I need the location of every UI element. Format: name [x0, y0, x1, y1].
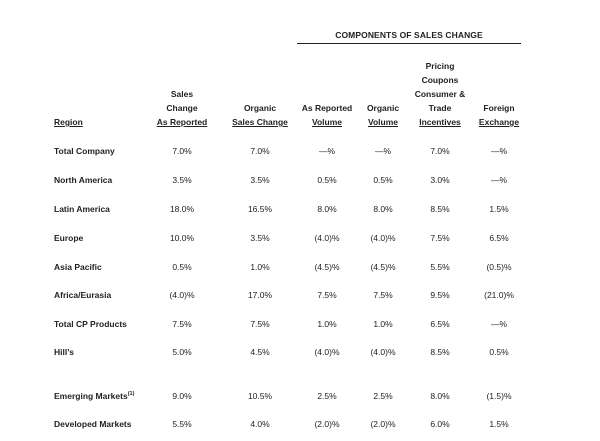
value-cell-foreign_exchange: 0.5% [489, 347, 509, 357]
value-cell-organic_volume: (4.0)% [370, 233, 396, 243]
region-label: Hill’s [54, 347, 74, 357]
column-header-underlined: Sales Change [232, 117, 288, 127]
table-row [0, 202, 600, 216]
value-cell-pricing: 8.5% [430, 204, 450, 214]
region-label: Total CP Products [54, 319, 127, 329]
column-header-region [54, 115, 154, 129]
column-header-line: Consumer & [414, 89, 466, 99]
value-cell-organic_volume: —% [374, 146, 392, 156]
value-cell-organic_volume: 1.0% [373, 319, 393, 329]
column-header-underlined: Region [54, 117, 83, 127]
value-cell-sales_change: 7.5% [172, 319, 192, 329]
table-row [0, 288, 600, 302]
value-cell-organic_volume: 7.5% [373, 290, 393, 300]
value-cell-organic_volume: (4.5)% [370, 262, 396, 272]
value-cell-foreign_exchange: 1.5% [489, 204, 509, 214]
column-header-as_reported_volume [296, 101, 358, 129]
value-cell-pricing: 7.0% [430, 146, 450, 156]
value-cell-pricing: 5.5% [430, 262, 450, 272]
value-cell-as_reported_volume: —% [318, 146, 336, 156]
column-header-line: Pricing [425, 61, 455, 71]
value-cell-organic_volume: 0.5% [373, 175, 393, 185]
column-header-underlined: Volume [311, 117, 343, 127]
value-cell-foreign_exchange: 6.5% [489, 233, 509, 243]
value-cell-as_reported_volume: (4.0)% [314, 233, 340, 243]
column-header-underlined: As Reported [156, 117, 208, 127]
value-cell-sales_change: 5.0% [172, 347, 192, 357]
value-cell-foreign_exchange: 1.5% [489, 419, 509, 429]
value-cell-foreign_exchange: —% [490, 175, 508, 185]
value-cell-organic_volume: 2.5% [373, 391, 393, 401]
region-cell [54, 389, 154, 403]
value-cell-as_reported_volume: 0.5% [317, 175, 337, 185]
column-header-line: Trade [428, 103, 452, 113]
value-cell-organic_sales_change: 7.5% [250, 319, 270, 329]
value-cell-pricing: 8.5% [430, 347, 450, 357]
column-header-line: Foreign [483, 103, 515, 113]
value-cell-pricing: 6.0% [430, 419, 450, 429]
value-cell-pricing: 8.0% [430, 391, 450, 401]
table-row [0, 417, 600, 431]
value-cell-sales_change: 10.0% [169, 233, 195, 243]
value-cell-organic_volume: (2.0)% [370, 419, 396, 429]
region-cell [54, 317, 154, 331]
value-cell-as_reported_volume: 8.0% [317, 204, 337, 214]
region-cell [54, 144, 154, 158]
value-cell-organic_sales_change: 10.5% [247, 391, 273, 401]
value-cell-pricing: 7.5% [430, 233, 450, 243]
column-header-line: Change [166, 103, 198, 113]
column-header-sales_change [152, 87, 212, 129]
column-header-line: Organic [366, 103, 400, 113]
region-cell [54, 260, 154, 274]
value-cell-as_reported_volume: (2.0)% [314, 419, 340, 429]
column-header-underlined: Exchange [478, 117, 520, 127]
region-label: Developed Markets [54, 419, 132, 429]
region-label: North America [54, 175, 113, 185]
value-cell-organic_sales_change: 4.0% [250, 419, 270, 429]
value-cell-organic_sales_change: 16.5% [247, 204, 273, 214]
table-row [0, 144, 600, 158]
column-header-line: Coupons [421, 75, 459, 85]
table-row [0, 231, 600, 245]
region-cell [54, 173, 154, 187]
column-header-line: Sales [170, 89, 194, 99]
value-cell-sales_change: 9.0% [172, 391, 192, 401]
column-header-organic_volume [362, 101, 404, 129]
value-cell-foreign_exchange: —% [490, 146, 508, 156]
value-cell-organic_volume: 8.0% [373, 204, 393, 214]
region-label: Africa/Eurasia [54, 290, 112, 300]
region-cell [54, 417, 154, 431]
footnote-marker: (1) [127, 391, 135, 398]
value-cell-as_reported_volume: 2.5% [317, 391, 337, 401]
table-row [0, 260, 600, 274]
value-cell-sales_change: (4.0)% [169, 290, 195, 300]
value-cell-as_reported_volume: 1.0% [317, 319, 337, 329]
column-header-organic_sales_change [225, 101, 295, 129]
value-cell-pricing: 3.0% [430, 175, 450, 185]
region-label: Emerging Markets [54, 391, 128, 401]
value-cell-as_reported_volume: (4.5)% [314, 262, 340, 272]
region-label: Latin America [54, 204, 110, 214]
value-cell-organic_sales_change: 1.0% [250, 262, 270, 272]
table-row [0, 173, 600, 187]
column-header-underlined: Volume [367, 117, 399, 127]
column-header-line: Organic [243, 103, 277, 113]
column-header-pricing [411, 59, 469, 129]
region-label: Asia Pacific [54, 262, 102, 272]
table-row [0, 389, 600, 403]
column-header-line: As Reported [301, 103, 353, 113]
value-cell-foreign_exchange: (1.5)% [486, 391, 512, 401]
value-cell-sales_change: 18.0% [169, 204, 195, 214]
region-label: Total Company [54, 146, 115, 156]
value-cell-organic_volume: (4.0)% [370, 347, 396, 357]
column-header-underlined: Incentives [419, 117, 461, 127]
value-cell-foreign_exchange: —% [490, 319, 508, 329]
region-label: Europe [54, 233, 84, 243]
value-cell-sales_change: 5.5% [172, 419, 192, 429]
value-cell-foreign_exchange: (21.0)% [484, 290, 514, 300]
region-cell [54, 231, 154, 245]
region-cell [54, 345, 154, 359]
table-row [0, 317, 600, 331]
region-cell [54, 202, 154, 216]
value-cell-sales_change: 0.5% [172, 262, 192, 272]
value-cell-organic_sales_change: 3.5% [250, 175, 270, 185]
group-header-rule [297, 43, 521, 44]
value-cell-organic_sales_change: 3.5% [250, 233, 270, 243]
value-cell-sales_change: 7.0% [172, 146, 192, 156]
value-cell-organic_sales_change: 7.0% [250, 146, 270, 156]
value-cell-sales_change: 3.5% [172, 175, 192, 185]
value-cell-foreign_exchange: (0.5)% [486, 262, 512, 272]
value-cell-organic_sales_change: 17.0% [247, 290, 273, 300]
table-row [0, 345, 600, 359]
region-cell [54, 288, 154, 302]
value-cell-as_reported_volume: (4.0)% [314, 347, 340, 357]
group-header: COMPONENTS OF SALES CHANGE [335, 30, 483, 40]
value-cell-pricing: 6.5% [430, 319, 450, 329]
value-cell-as_reported_volume: 7.5% [317, 290, 337, 300]
value-cell-organic_sales_change: 4.5% [250, 347, 270, 357]
value-cell-pricing: 9.5% [430, 290, 450, 300]
column-header-foreign_exchange [474, 101, 524, 129]
